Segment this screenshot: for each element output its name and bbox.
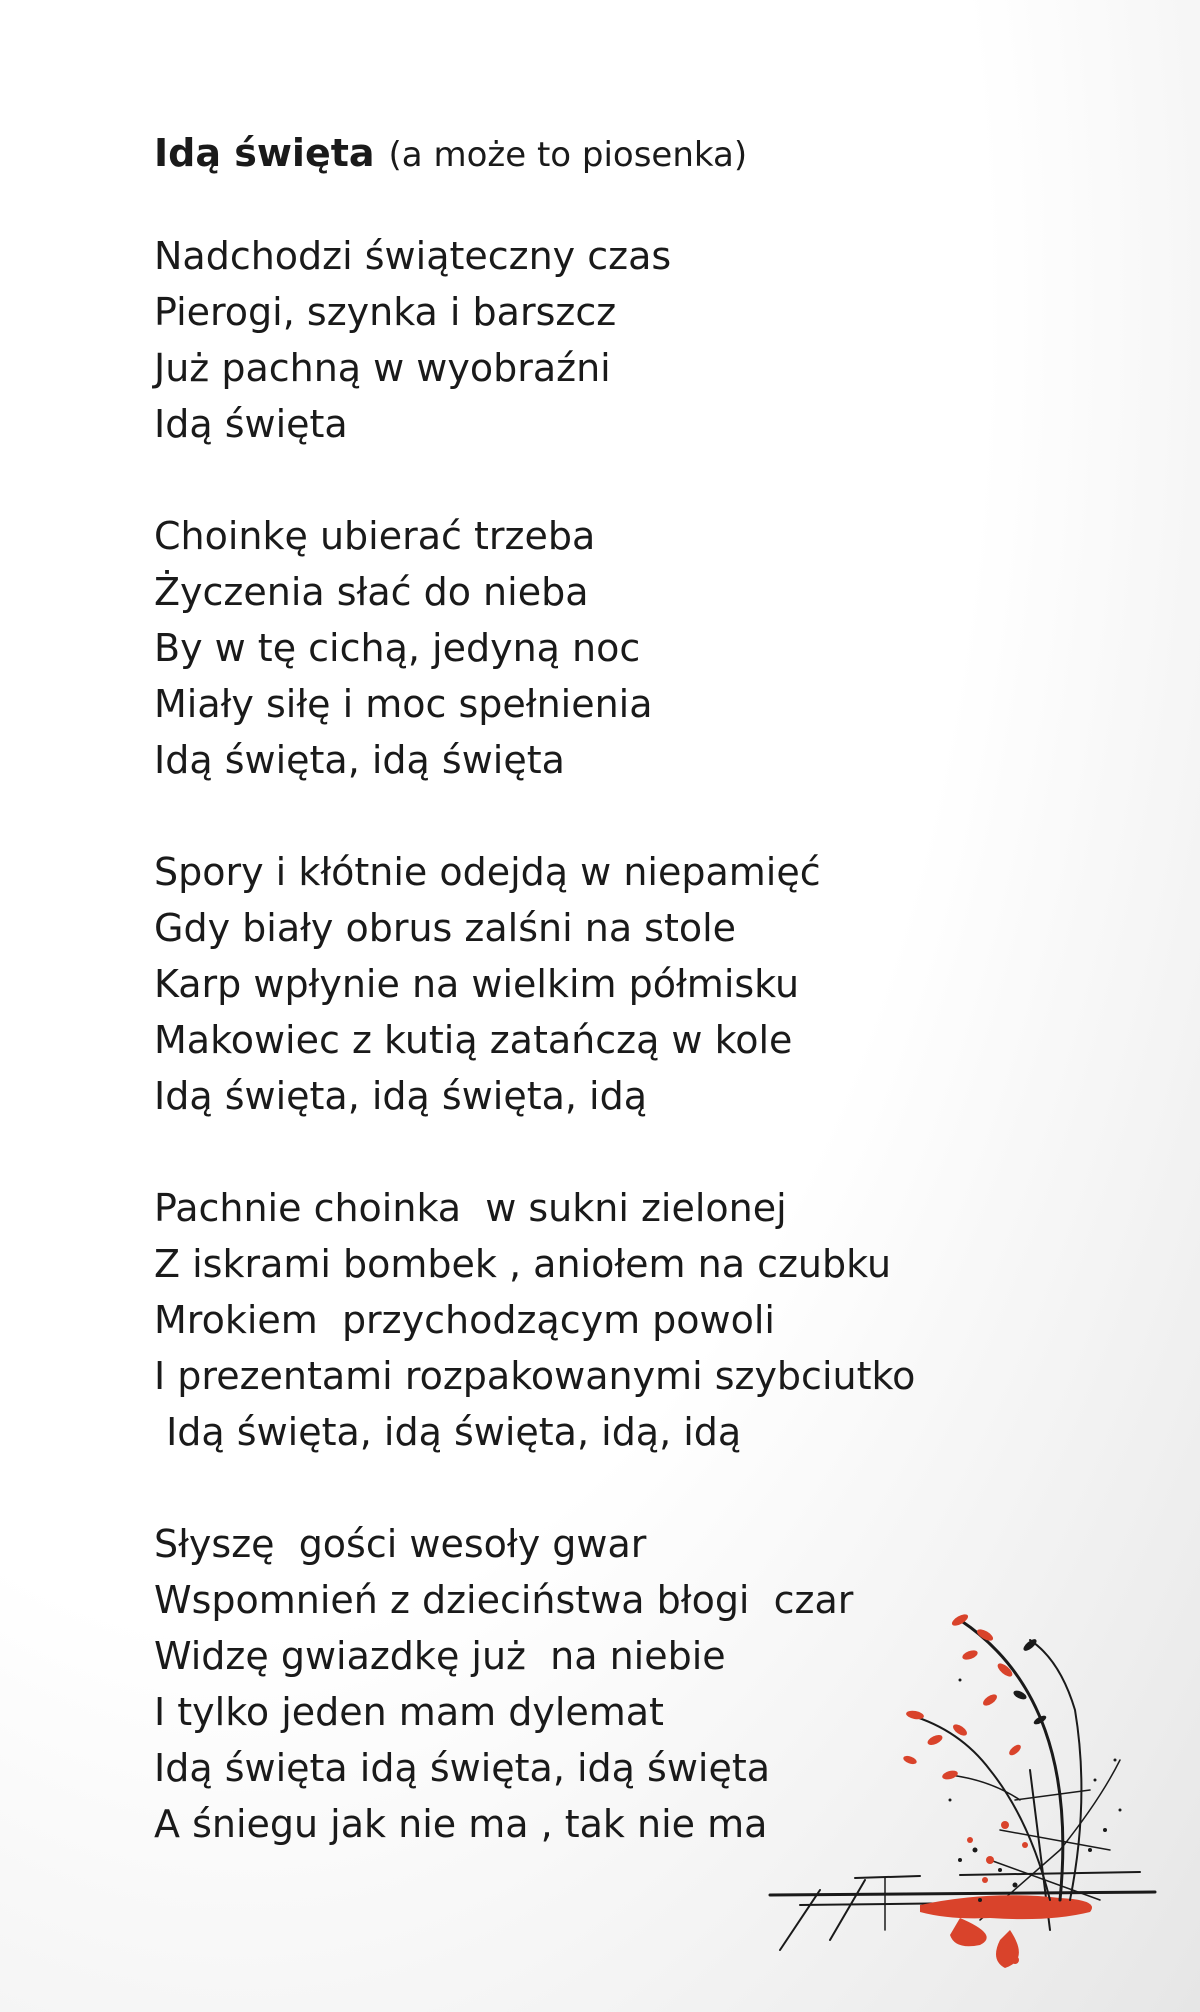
poem-line: Pierogi, szynka i barszcz [154,290,617,334]
poem-line: Już pachną w wyobraźni [154,346,611,390]
poem-line: Spory i kłótnie odejdą w niepamięć [154,850,821,894]
poem-line: Życzenia słać do nieba [154,570,589,614]
poem-subtitle: (a może to piosenka) [388,135,748,175]
poem-line: Nadchodzi świąteczny czas [154,234,672,278]
poem-line: Pachnie choinka w sukni zielonej [154,1186,787,1230]
poem-line: By w tę cichą, jedyną noc [154,626,641,670]
stanza-2 [154,508,1054,788]
poem-line: Mrokiem przychodzącym powoli [154,1298,775,1342]
stanza-1 [154,228,1054,452]
poem-line: Idą święta, idą święta, idą, idą [154,1410,742,1454]
poem-line: I prezentami rozpakowanymi szybciutko [154,1354,916,1398]
poem-line: Choinkę ubierać trzeba [154,514,596,558]
poem-line: Makowiec z kutią zatańczą w kole [154,1018,793,1062]
poem-line: Idą święta idą święta, idą święta [154,1746,771,1790]
poem-line: Miały siłę i moc spełnienia [154,682,653,726]
poem-line: Karp wpłynie na wielkim półmisku [154,962,800,1006]
poem-line: Gdy biały obrus zalśni na stole [154,906,737,950]
branch-illustration-icon [760,1600,1160,1980]
poem-line: A śniegu jak nie ma , tak nie ma [154,1802,768,1846]
poem-line: Słyszę gości wesoły gwar [154,1522,647,1566]
stanza-4 [154,1180,1054,1460]
poem-line: Idą święta, idą święta, idą [154,1074,648,1118]
poem-line: Widzę gwiazdkę już na niebie [154,1634,726,1678]
poem-line: I tylko jeden mam dylemat [154,1690,664,1734]
poem-title: Idą święta [154,131,375,175]
stanza-3 [154,844,1054,1124]
poem-line: Idą święta [154,402,348,446]
poem-line: Wspomnień z dzieciństwa błogi czar [154,1578,854,1622]
title-row [154,128,1054,180]
poem-line: Idą święta, idą święta [154,738,565,782]
poem-line: Z iskrami bombek , aniołem na czubku [154,1242,892,1286]
